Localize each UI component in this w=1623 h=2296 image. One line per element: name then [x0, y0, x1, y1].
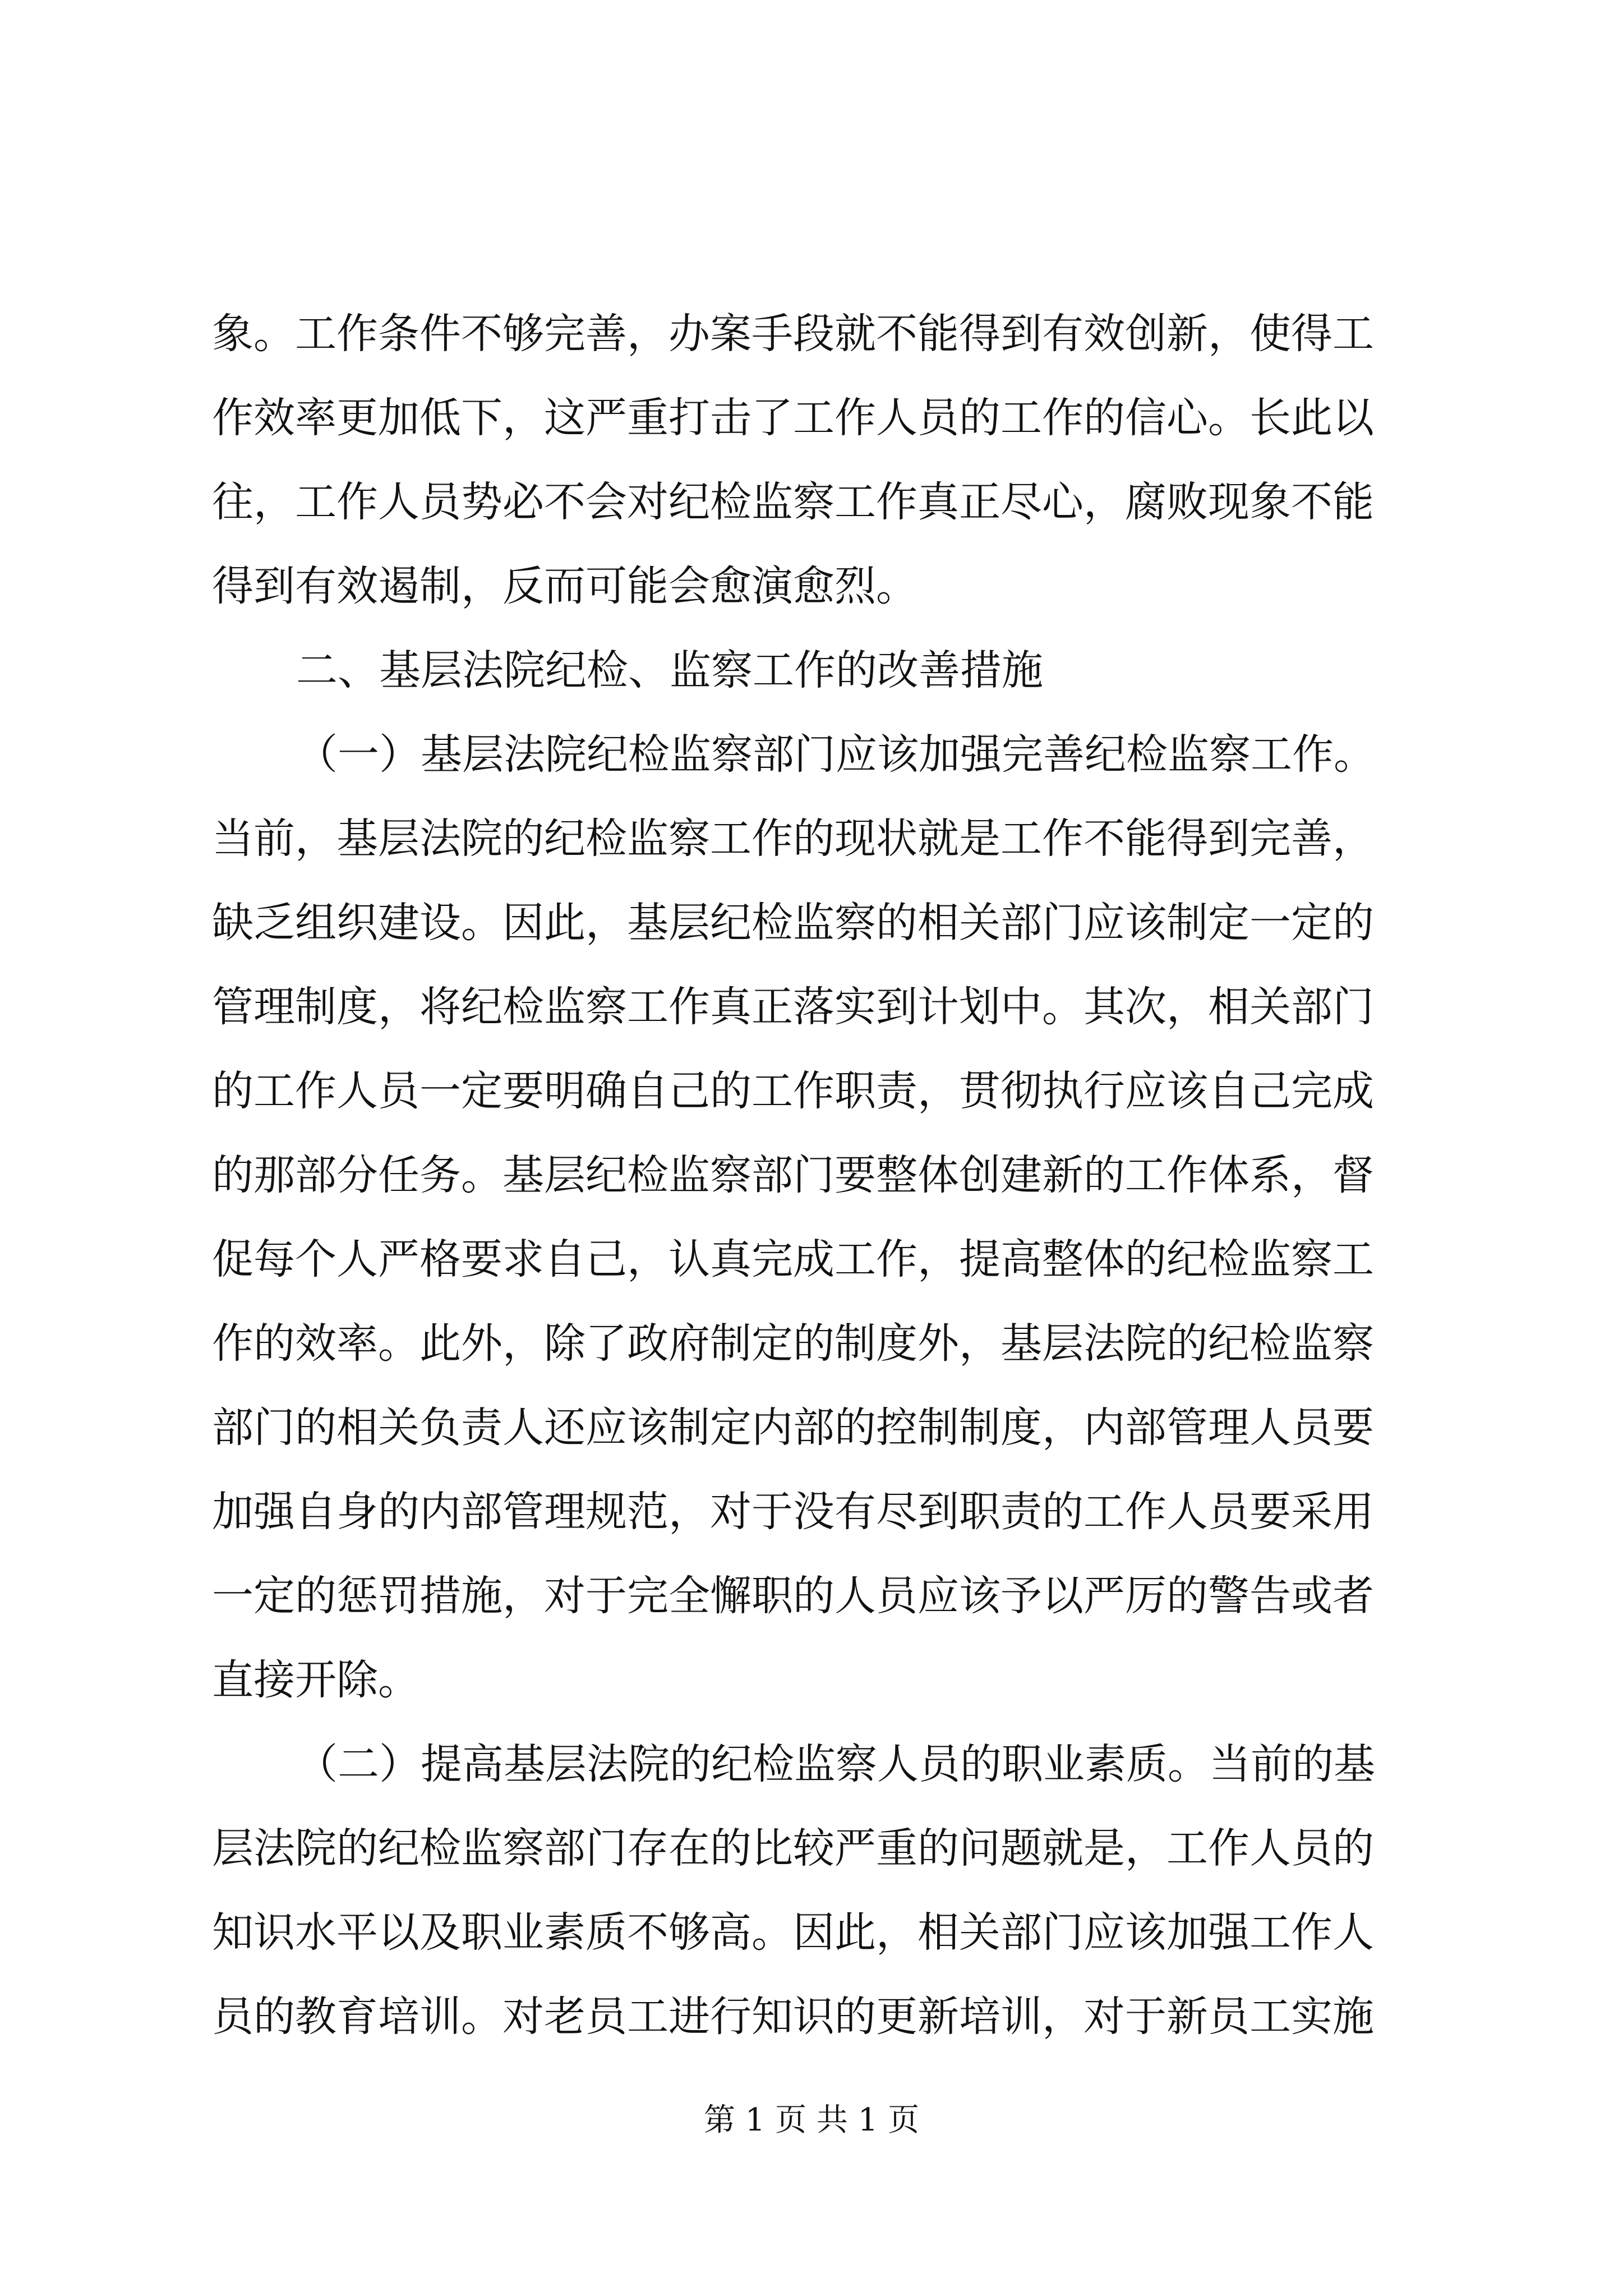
text-line: 得到有效遏制，反而可能会愈演愈烈。 [212, 562, 917, 610]
text-line: 一定的惩罚措施，对于完全懈职的人员应该予以严厉的警告或者 [212, 1572, 1374, 1620]
text-line: 的工作人员一定要明确自己的工作职责，贯彻执行应该自己完成 [212, 1067, 1374, 1115]
page-number-label: 第 1 页 共 1 页 [703, 2102, 920, 2138]
text-line: 象。工作条件不够完善，办案手段就不能得到有效创新，使得工 [212, 310, 1374, 358]
text-line: 的那部分任务。基层纪检监察部门要整体创建新的工作体系，督 [212, 1151, 1374, 1199]
text-line: 作效率更加低下，这严重打击了工作人员的工作的信心。长此以 [212, 394, 1374, 442]
document-body [212, 292, 1418, 2059]
subsection-heading-line: （二）提高基层法院的纪检监察人员的职业素质。当前的基 [296, 1740, 1375, 1788]
text-line: 部门的相关负责人还应该制定内部的控制制度，内部管理人员要 [212, 1404, 1374, 1452]
text-line: 知识水平以及职业素质不够高。因此，相关部门应该加强工作人 [212, 1908, 1374, 1957]
text-line: 往，工作人员势必不会对纪检监察工作真正尽心，腐败现象不能 [212, 478, 1374, 526]
text-line: 员的教育培训。对老员工进行知识的更新培训，对于新员工实施 [212, 1993, 1374, 2041]
text-line: 缺乏组织建设。因此，基层纪检监察的相关部门应该制定一定的 [212, 899, 1374, 947]
text-line: 促每个人严格要求自己，认真完成工作，提高整体的纪检监察工 [212, 1235, 1374, 1283]
subsection-heading-line: （一）基层法院纪检监察部门应该加强完善纪检监察工作。 [296, 730, 1375, 779]
text-line: 当前，基层法院的纪检监察工作的现状就是工作不能得到完善， [212, 815, 1374, 863]
section-heading: 二、基层法院纪检、监察工作的改善措施 [296, 646, 1043, 694]
page-footer [0, 2101, 1623, 2140]
text-line: 加强自身的内部管理规范，对于没有尽到职责的工作人员要采用 [212, 1488, 1374, 1536]
text-line: 层法院的纪检监察部门存在的比较严重的问题就是，工作人员的 [212, 1824, 1374, 1872]
text-line: 作的效率。此外，除了政府制定的制度外，基层法院的纪检监察 [212, 1319, 1374, 1368]
text-line: 直接开除。 [212, 1656, 419, 1704]
text-line: 管理制度，将纪检监察工作真正落实到计划中。其次，相关部门 [212, 983, 1374, 1031]
